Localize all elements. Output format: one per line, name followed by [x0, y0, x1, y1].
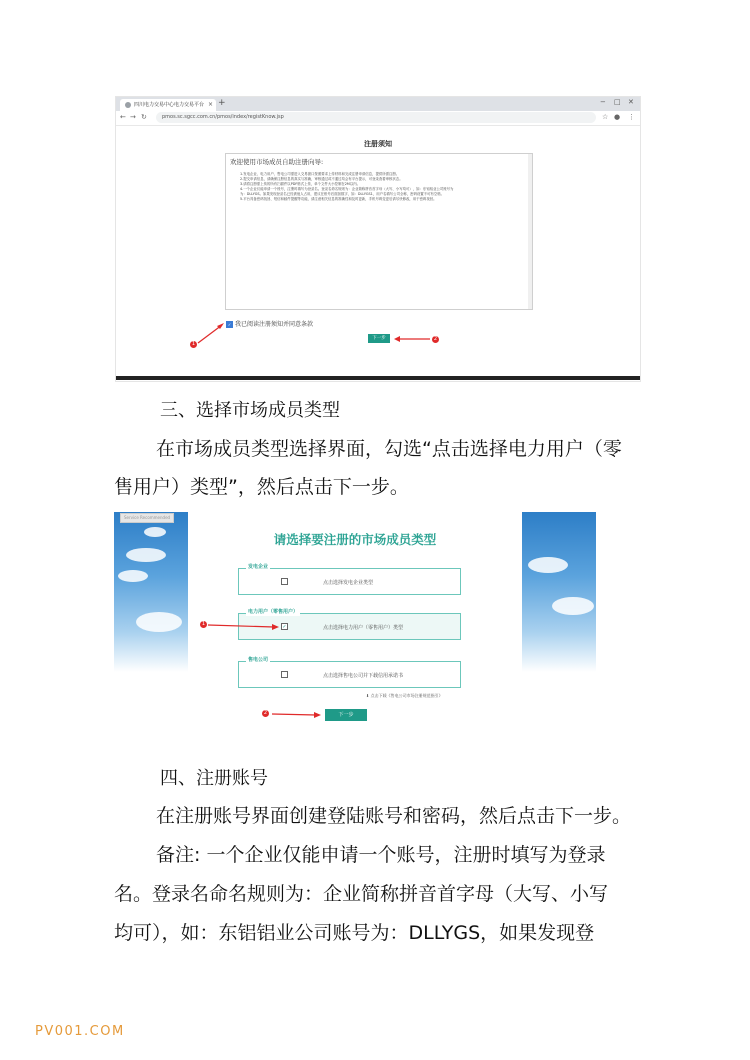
arrow-head-2: [394, 336, 400, 342]
section3-heading: 三、选择市场成员类型: [160, 400, 340, 421]
forward-icon[interactable]: →: [130, 113, 136, 121]
screenshot-bottom-edge: [116, 376, 640, 380]
notice-title: 注册须知: [364, 140, 392, 148]
annotation-arrows: [116, 97, 640, 381]
download-guide-text: 点击下载《售电公司市场注册规范指引》: [370, 693, 443, 698]
arrow-head-2: [314, 712, 321, 718]
notice-rule: 2.提交申请信息，请确保注册信息的真实与准确，审核通过或不通过均会有平台提示，可登录查看审核状态。: [240, 177, 403, 181]
reload-icon[interactable]: ↻: [141, 113, 147, 121]
browser-tooltip: Service Recommended: [120, 513, 174, 523]
step-marker-1: 1: [191, 341, 196, 347]
arrow-line-2: [272, 714, 316, 715]
section4-line: 备注: 一个企业仅能申请一个账号，注册时填写为登录: [156, 844, 606, 866]
maximize-icon[interactable]: □: [614, 98, 621, 106]
close-tab-icon[interactable]: ×: [207, 101, 213, 108]
notice-rule: 为：DLLYGS。如果发现登录名已经被他人占用，建议在账号后面加数字，如：DLLYGS1，用户名填写公司全称，密码设置不可有空格。: [240, 192, 445, 196]
next-button[interactable]: 下一步: [325, 709, 367, 721]
step-marker-1: 1: [201, 621, 206, 627]
section4-line: 名。登录名命名规则为：企业简称拼音首字母（大写、小写: [114, 883, 609, 905]
arrow-line-1: [198, 325, 222, 343]
step-marker-2: 2: [433, 336, 438, 342]
arrow-line-1: [208, 625, 274, 627]
url-field[interactable]: pmos.sc.sgcc.com.cn/pmos/index/registKnow.jsp: [156, 112, 596, 123]
site-watermark: PV001.COM: [35, 1024, 125, 1039]
notice-rule: 4.一个企业仅能申请一个账号，注册时填写为登录名。登录名命名规则为：企业简称拼音首字母（大写、小写均可），如：东铝铝业公司账号为: [240, 187, 454, 191]
option-text: 点击选择售电公司并下载信用承诺书: [323, 673, 404, 679]
close-window-icon[interactable]: ✕: [628, 98, 634, 106]
notice-rule: 1.发电企业、电力用户、售电公司需进入交易窗口按照要求上传材料和完成注册申请信息，提供所需注册。: [240, 172, 400, 176]
option-title: 售电公司: [248, 657, 269, 663]
minimize-icon[interactable]: −: [600, 98, 606, 106]
next-button[interactable]: 下一步: [368, 334, 390, 343]
member-type-screenshot: [114, 512, 596, 724]
notice-rule: 5.平台具备密码找回、短信和邮件提醒等功能，请注意相关信息的准确性和及时更新，手机号码变更后请尽快修改，用于密码找回。: [240, 197, 437, 201]
back-icon[interactable]: ←: [120, 113, 126, 121]
section4-line: 在注册账号界面创建登陆账号和密码，然后点击下一步。: [156, 805, 632, 827]
notice-rule: 3.请将注册需上传的所有扫描件以PDF格式上传，单个文件大小控制在2M以内。: [240, 182, 361, 186]
option-title: 发电企业: [248, 564, 269, 570]
notice-welcome: 欢迎使用市场成员自助注册向导:: [230, 158, 324, 166]
section3-para-line2: 售用户）类型”，然后点击下一步。: [114, 476, 409, 498]
profile-icon[interactable]: ●: [614, 113, 621, 121]
arrow-head-1: [272, 624, 279, 630]
option-text: 点击选择电力用户（零售用户）类型: [323, 625, 404, 631]
step-marker-2: 2: [263, 710, 268, 716]
download-icon: ⬇: [366, 693, 370, 698]
registration-notice-screenshot: [115, 96, 641, 382]
section4-line: 均可），如：东铝铝业公司账号为：DLLYGS，如果发现登: [114, 922, 595, 944]
option-title: 电力用户（零售用户）: [248, 609, 299, 615]
option-text: 点击选择发电企业类型: [323, 580, 374, 586]
tab-title: 四川电力交易中心电力交易平台: [134, 102, 205, 108]
new-tab-button[interactable]: +: [218, 98, 226, 108]
option-checkbox-checked[interactable]: ✓: [282, 624, 287, 630]
agree-label: 我已阅读注册须知并同意条款: [235, 321, 314, 328]
menu-icon[interactable]: ⋮: [628, 113, 635, 121]
section3-para-line1: 在市场成员类型选择界面，勾选“点击选择电力用户（零: [156, 438, 622, 460]
agree-checkbox[interactable]: ✓: [227, 322, 232, 327]
section4-heading: 四、注册账号: [160, 768, 268, 789]
member-type-title: 请选择要注册的市场成员类型: [273, 532, 437, 547]
annotation-arrows: [114, 512, 596, 724]
bookmark-star-icon[interactable]: ☆: [602, 113, 609, 121]
